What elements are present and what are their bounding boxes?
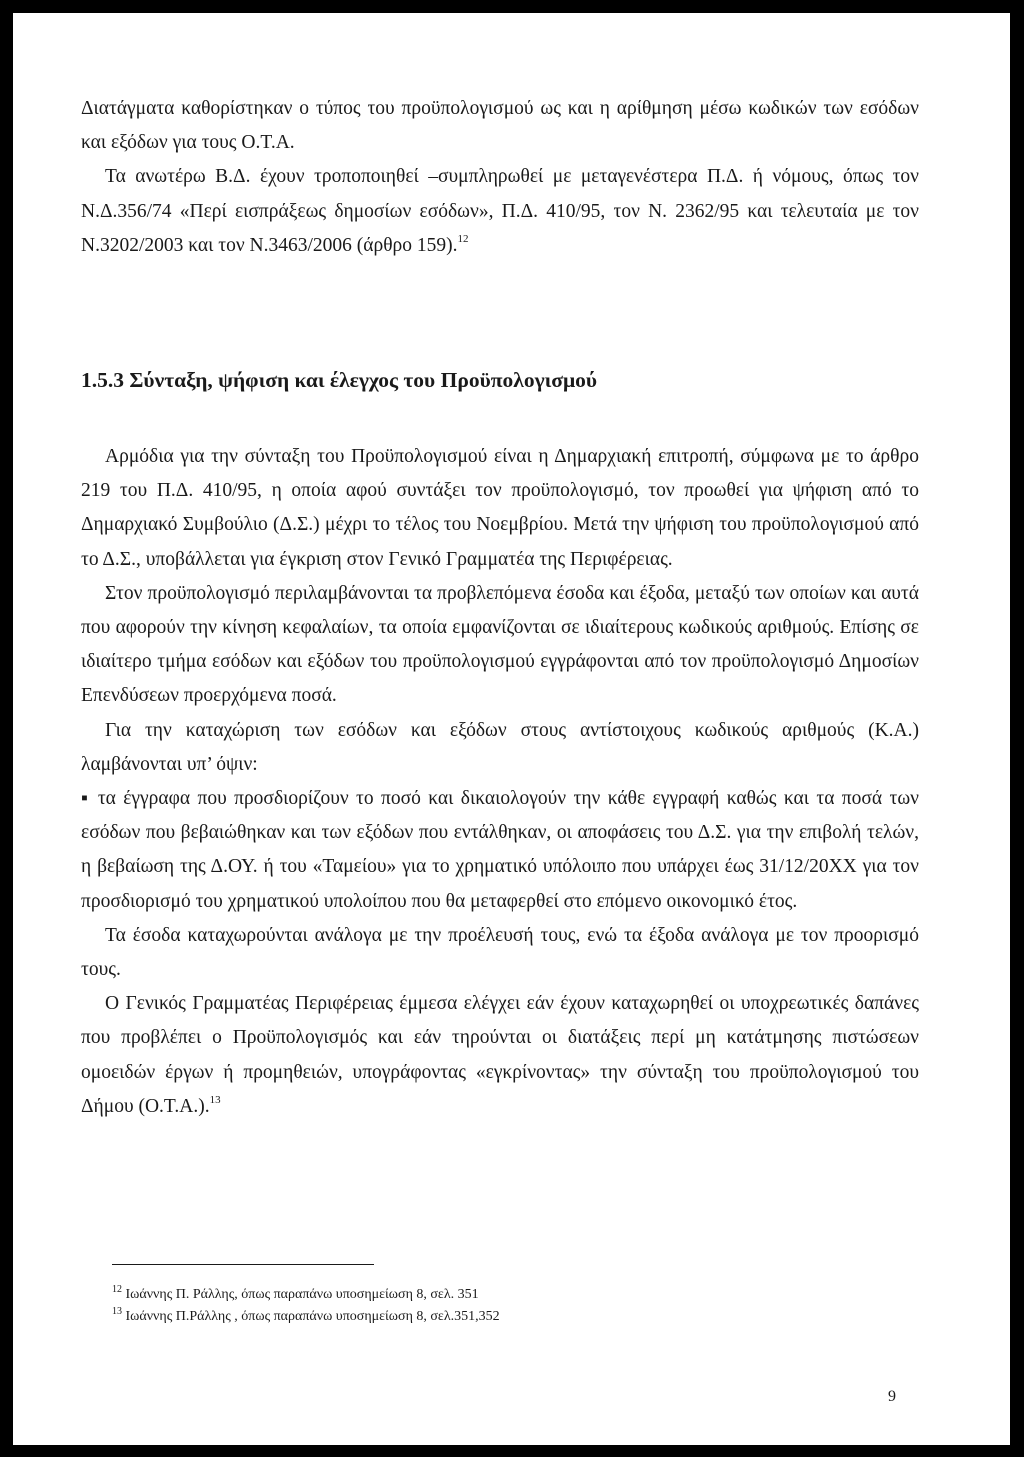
footnote-number: 13: [112, 1306, 122, 1317]
footnote-number: 12: [112, 1284, 122, 1295]
bullet-mark: ▪: [81, 788, 91, 810]
paragraph-amendments: [81, 160, 919, 263]
footnote-text: Ιωάννης Π.Ράλλης , όπως παραπάνω υποσημείωση 8, σελ.351,352: [125, 1309, 500, 1324]
paragraph-budget-contents: Στον προϋπολογισμό περιλαμβάνονται τα προβλεπόμενα έσοδα και έξοδα, μεταξύ των οποίων και αυτά που αφορούν την κίνηση κεφαλαίων, τα οποία εμφανίζονται σε ιδιαίτερους κωδικούς αριθμούς. Επίσης σε ιδιαίτερο τμήμα εσόδων και εξόδων του προϋπολογισμού εγγράφονται από τον προϋπολογισμό Δημοσίων Επενδύσεων προερχόμενα ποσά.: [81, 582, 919, 707]
bullet-item: [81, 782, 919, 919]
intro-text: [81, 92, 919, 263]
footnotes: [112, 1284, 500, 1328]
document-page: [13, 13, 1010, 1445]
paragraph-secretary-text: Ο Γενικός Γραμματέας Περιφέρειας έμμεσα ελέγχει εάν έχουν καταχωρηθεί οι υποχρεωτικές δαπάνες που προβλέπει ο Προϋπολογισμός και εάν τηρούνται οι διατάξεις περί μη κατάτμησης πιστώσεων ομοειδών έργων ή προμηθειών, υπογράφοντας «εγκρίνοντας» την σύνταξη του προϋπολογισμού του Δήμου (Ο.Τ.Α.).: [81, 993, 919, 1117]
footnote-text: Ιωάννης Π. Ράλλης, όπως παραπάνω υποσημείωση 8, σελ. 351: [125, 1287, 479, 1302]
footnote-12: [112, 1284, 500, 1306]
footnote-ref-12: 12: [457, 232, 469, 245]
paragraph-revenue-expenses: Τα έσοδα καταχωρούνται ανάλογα με την προέλευσή τους, ενώ τα έξοδα ανάλογα με τον προορισμό τους.: [81, 924, 919, 981]
paragraph-registration: Για την καταχώριση των εσόδων και εξόδων στους αντίστοιχους κωδικούς αριθμούς (Κ.Α.) λαμβάνονται υπ’ όψιν:: [81, 719, 919, 775]
paragraph-secretary-control: [81, 987, 919, 1124]
footnote-13: [112, 1306, 500, 1328]
page-number: 9: [888, 1388, 896, 1405]
footnote-separator: [112, 1264, 374, 1265]
paragraph-amendments-text: Τα ανωτέρω Β.Δ. έχουν τροποποιηθεί –συμπληρωθεί με μεταγενέστερα Π.Δ. ή νόμους, όπως τον Ν.Δ.356/74 «Περί εισπράξεως δημοσίων εσόδων», Π.Δ. 410/95, τον Ν. 2362/95 και τελευταία με τον Ν.3202/2003 και τον Ν.3463/2006 (άρθρο 159).: [81, 166, 919, 256]
paragraph-responsibility: Αρμόδια για την σύνταξη του Προϋπολογισμού είναι η Δημαρχιακή επιτροπή, σύμφωνα με το άρθρο 219 του Π.Δ. 410/95, η οποία αφού συντάξει τον προϋπολογισμό, τον προωθεί για ψήφιση από το Δημαρχιακό Συμβούλιο (Δ.Σ.) μέχρι το τέλος του Νοεμβρίου. Μετά την ψήφιση του προϋπολογισμού από το Δ.Σ., υποβάλλεται για έγκριση στον Γενικό Γραμματέα της Περιφέρειας.: [81, 446, 919, 570]
paragraph-decrees: Διατάγματα καθορίστηκαν ο τύπος του προϋπολογισμού ως και η αρίθμηση μέσω κωδικών των εσόδων και εξόδων για τους Ο.Τ.Α.: [81, 98, 919, 154]
bullet-text: τα έγγραφα που προσδιορίζουν το ποσό και δικαιολογούν την κάθε εγγραφή καθώς και τα ποσά των εσόδων που βεβαιώθηκαν και των εξόδων που εντάλθηκαν, οι αποφάσεις του Δ.Σ. για την επιβολή τελών, η βεβαίωση της Δ.ΟΥ. ή του «Ταμείου» για το χρηματικό υπόλοιπο που υπάρχει έως 31/12/20ΧΧ για τον προσδιορισμό του χρηματικού υπολοίπου που θα μεταφερθεί στο επόμενο οικονομικό έτος.: [81, 788, 919, 912]
section-heading: 1.5.3 Σύνταξη, ψήφιση και έλεγχος του Προϋπολογισμού: [81, 368, 598, 392]
section-body: [81, 440, 919, 1124]
footnote-ref-13: 13: [209, 1093, 221, 1106]
